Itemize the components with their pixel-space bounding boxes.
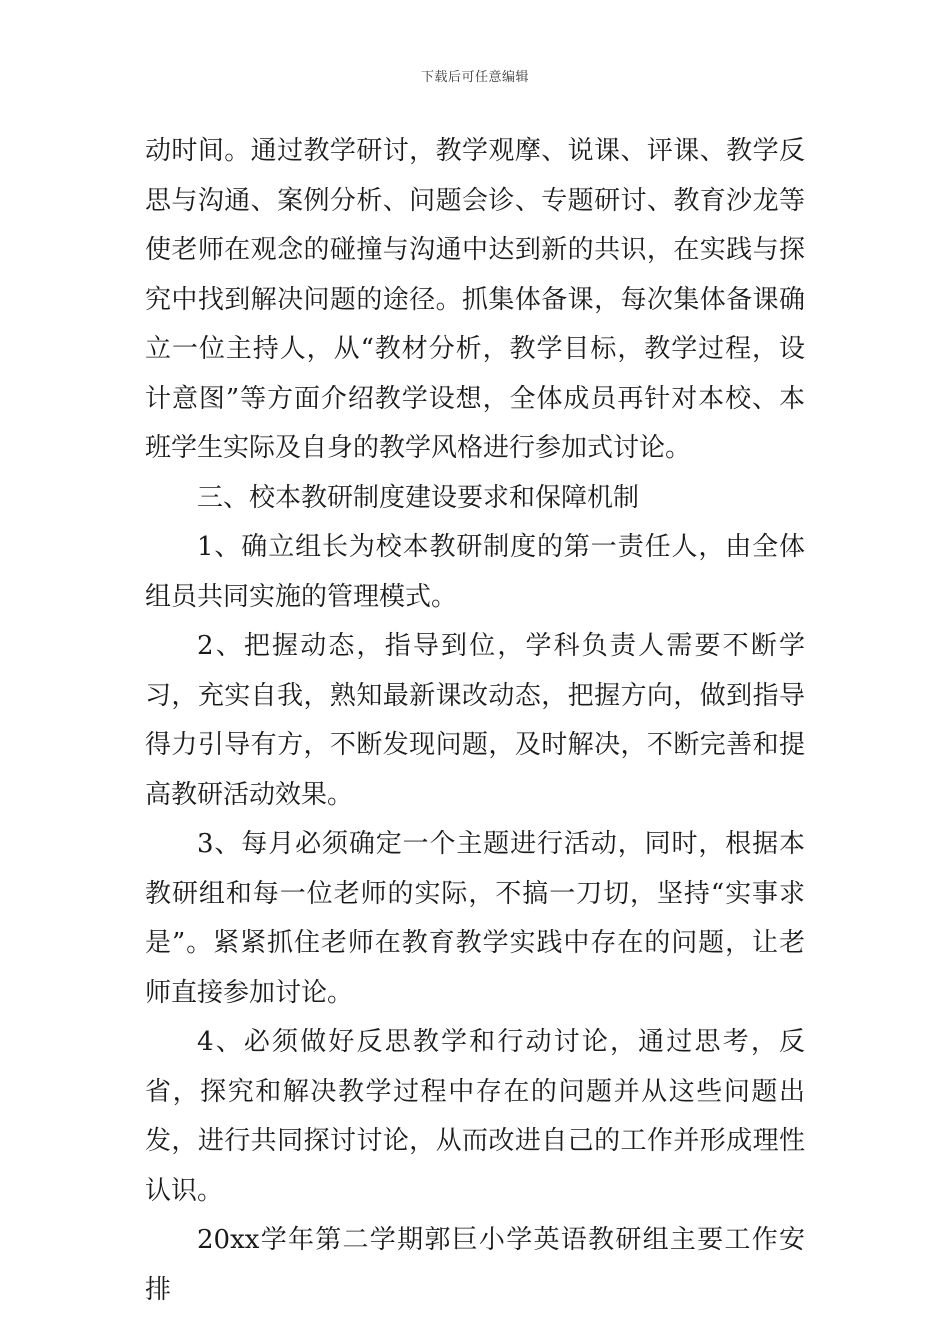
page-header-note: 下载后可任意编辑 <box>420 70 529 85</box>
paragraph-activity-methods: 动时间。通过教学研讨，教学观摩、说课、评课、教学反思与沟通、案例分析、问题会诊、专题研讨、教育沙龙等使老师在观念的碰撞与沟通中达到新的共识，在实践与探究中找到解决问题的途径。抓集体备课，每次集体备课确立一位主持人，从“教材分析，教学目标，教学过程，设计意图”等方面介绍教学设想，全体成员再针对本校、本班学生实际及自身的教学风格进行参加式讨论。 <box>145 136 805 463</box>
paragraph-item-3: 3、每月必须确定一个主题进行活动，同时，根据本教研组和每一位老师的实际，不搞一刀切，坚持“实事求是”。紧紧抓住老师在教育教学实践中存在的问题，让老师直接参加讨论。 <box>145 829 805 1008</box>
section-heading-3: 三、校本教研制度建设要求和保障机制 <box>197 482 640 513</box>
paragraph-item-4: 4、必须做好反思教学和行动讨论，通过思考，反省，探究和解决教学过程中存在的问题并从这些问题出发，进行共同探讨讨论，从而改进自己的工作并形成理性认识。 <box>145 1027 805 1206</box>
document-body <box>145 127 805 1315</box>
paragraph-item-2: 2、把握动态，指导到位，学科负责人需要不断学习，充实自我，熟知最新课改动态，把握方向，做到指导得力引导有方，不断发现问题，及时解决，不断完善和提高教研活动效果。 <box>145 631 805 810</box>
work-plan-title: 20xx学年第二学期郭巨小学英语教研组主要工作安排 <box>145 1225 805 1305</box>
paragraph-item-1: 1、确立组长为校本教研制度的第一责任人，由全体组员共同实施的管理模式。 <box>145 532 805 612</box>
